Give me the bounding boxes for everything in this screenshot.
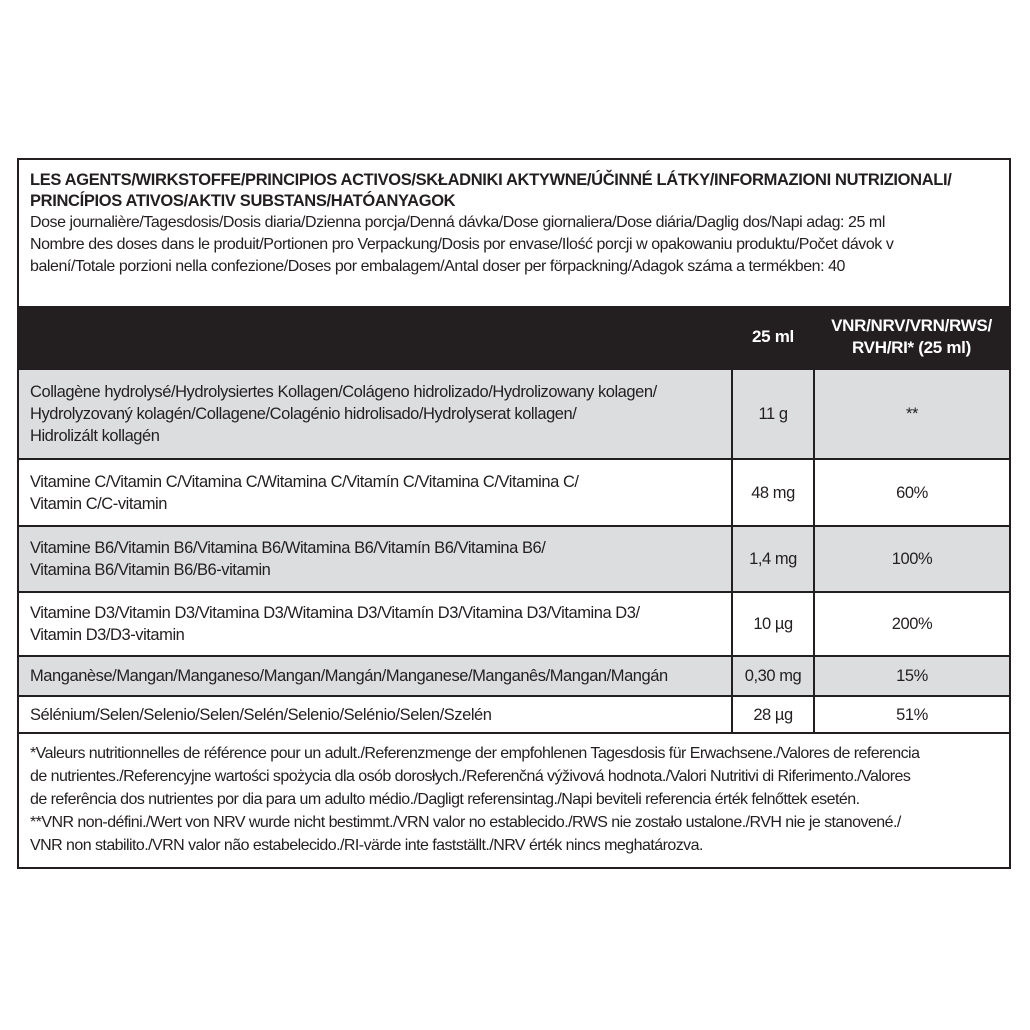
nutrient-name (19, 369, 732, 459)
table-row (19, 656, 1009, 696)
servings-text-line-2: balení/Totale porzioni nella confezione/Doses por embalagem/Antal doser per förpackning/Adagok száma a termékben: 40 (30, 258, 845, 275)
nutrient-name-line: Manganèse/Mangan/Manganeso/Mangan/Mangán/Manganese/Manganês/Mangan/Mangán (30, 667, 668, 685)
footnote-line: VNR non stabilito./VRN valor não estabelecido./RI-värde inte fastställt./NRV érték nincs meghatározva. (30, 837, 703, 854)
daily-dose-text: Dose journalière/Tagesdosis/Dosis diaria/Dzienna porcja/Denná dávka/Dose giornaliera/Dose diária/Daglig dos/Napi adag: 25 ml (30, 214, 885, 231)
nutrition-label-panel (17, 158, 1011, 869)
nutrient-quantity: 1,4 mg (732, 526, 814, 592)
nutrient-name (19, 459, 732, 526)
nutrient-reference-value: 100% (814, 526, 1009, 592)
nutrient-name-line: Vitamina B6/Vitamin B6/B6-vitamin (30, 561, 271, 579)
nutrient-table (19, 306, 1009, 733)
title-line-1: LES AGENTS/WIRKSTOFFE/PRINCIPIOS ACTIVOS/SKŁADNIKI AKTYWNE/ÚČINNÉ LÁTKY/INFORMAZIONI NUTRIZIONALI/ (30, 171, 952, 189)
nutrient-name-line: Hidrolizált kollagén (30, 427, 160, 445)
nutrient-name-line: Sélénium/Selen/Selenio/Selen/Selén/Selenio/Selénio/Selen/Szelén (30, 706, 492, 724)
nutrient-name (19, 526, 732, 592)
nutrient-reference-value: 60% (814, 459, 1009, 526)
table-header-row (19, 306, 1009, 369)
nutrient-quantity: 10 µg (732, 592, 814, 656)
reference-header-line-2: RVH/RI* (25 ml) (852, 338, 971, 357)
table-row (19, 696, 1009, 733)
nutrient-name (19, 696, 732, 733)
footnotes (19, 732, 1009, 857)
nutrient-reference-value: 51% (814, 696, 1009, 733)
nutrient-reference-value: ** (814, 369, 1009, 459)
nutrient-quantity: 11 g (732, 369, 814, 459)
nutrient-quantity: 48 mg (732, 459, 814, 526)
table-row (19, 369, 1009, 459)
column-header-reference-value (814, 306, 1009, 369)
footnote-line: *Valeurs nutritionnelles de référence pour un adult./Referenzmenge der empfohlenen Tagesdosis für Erwachsene./Valores de referencia (30, 745, 920, 762)
column-header-quantity: 25 ml (732, 306, 814, 369)
nutrient-name-line: Collagène hydrolysé/Hydrolysiertes Kollagen/Colágeno hidrolizado/Hydrolizowany kolagen/ (30, 383, 657, 401)
nutrient-reference-value: 15% (814, 656, 1009, 696)
nutrient-name-line: Vitamine B6/Vitamin B6/Vitamina B6/Witamina B6/Vitamín B6/Vitamina B6/ (30, 539, 546, 557)
nutrient-quantity: 0,30 mg (732, 656, 814, 696)
reference-header-line-1: VNR/NRV/VRN/RWS/ (831, 316, 992, 335)
title-line-2: PRINCÍPIOS ATIVOS/AKTIV SUBSTANS/HATÓANYAGOK (30, 192, 456, 210)
nutrient-quantity: 28 µg (732, 696, 814, 733)
nutrient-name-line: Vitamin C/C-vitamin (30, 494, 167, 513)
footnote-line: de nutrientes./Referencyjne wartości spożycia dla osób dorosłych./Referenčná výživová hodnota./Valori Nutritivi di Riferimento./Valores (30, 768, 911, 785)
nutrient-name-line: Vitamin D3/D3-vitamin (30, 626, 185, 644)
column-header-name (19, 306, 732, 369)
nutrient-name-line: Hydrolyzovaný kolagén/Collagene/Colagénio hidrolisado/Hydrolyserat kollagen/ (30, 405, 577, 423)
nutrient-name (19, 656, 732, 696)
footnote-line: de referência dos nutrientes por dia para um adulto médio./Dagligt referensintag./Napi beviteli referencia érték felnőttek esetén. (30, 791, 860, 808)
servings-text-line-1: Nombre des doses dans le produit/Portionen pro Verpackung/Dosis por envase/Ilość porcji w opakowaniu produktu/Počet dávok v (30, 236, 894, 253)
nutrient-name (19, 592, 732, 656)
nutrient-name-line: Vitamine C/Vitamin C/Vitamina C/Witamina C/Vitamín C/Vitamina C/Vitamina C/ (30, 472, 579, 491)
footnote-line: **VNR non-défini./Wert von NRV wurde nicht bestimmt./VRN valor no establecido./RWS nie zostało ustalone./RVH nie je stanovené./ (30, 814, 901, 831)
label-header (19, 160, 1009, 306)
nutrient-name-line: Vitamine D3/Vitamin D3/Vitamina D3/Witamina D3/Vitamín D3/Vitamina D3/Vitamina D3/ (30, 604, 640, 622)
table-row (19, 459, 1009, 526)
nutrient-reference-value: 200% (814, 592, 1009, 656)
table-row (19, 526, 1009, 592)
table-row (19, 592, 1009, 656)
